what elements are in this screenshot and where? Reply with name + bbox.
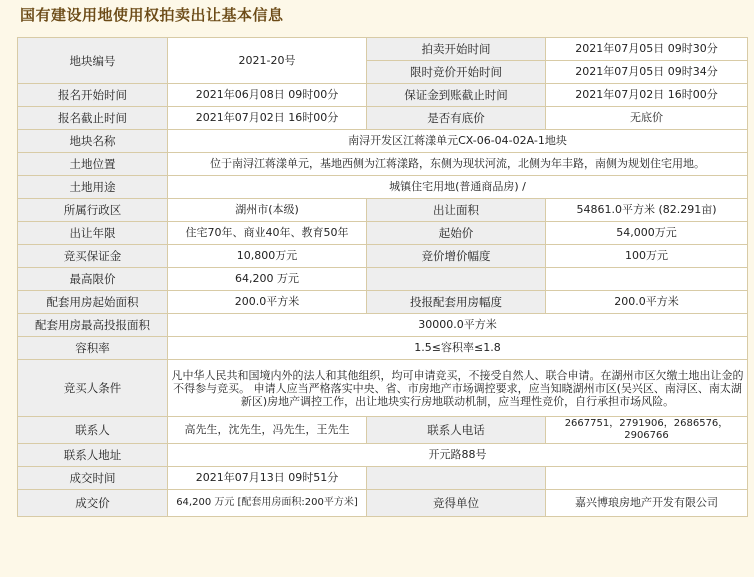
registration-end-value: 2021年07月02日 16时00分 [168,107,367,130]
table-row [18,176,748,199]
parcel-name-label: 地块名称 [18,130,168,153]
deal-time-label: 成交时间 [18,467,168,490]
support-housing-max-value: 30000.0平方米 [168,314,748,337]
term-label: 出让年限 [18,222,168,245]
table-row [18,314,748,337]
plot-ratio-label: 容积率 [18,337,168,360]
support-housing-max-label: 配套用房最高投报面积 [18,314,168,337]
plot-ratio-value: 1.5≤容积率≤1.8 [168,337,748,360]
support-housing-increment-label: 投报配套用房幅度 [367,291,546,314]
reserve-price-value: 无底价 [546,107,748,130]
area-label: 出让面积 [367,199,546,222]
contact-phone-value: 2667751，2791906，2686576，2906766 [546,417,748,444]
table-row [18,199,748,222]
deal-time-value: 2021年07月13日 09时51分 [168,467,367,490]
table-row [18,360,748,417]
parcel-name-value: 南浔开发区江蒋漾单元CX-06-04-02A-1地块 [168,130,748,153]
empty-label [367,467,546,490]
price-cap-value: 64,200 万元 [168,268,367,291]
empty-value [546,467,748,490]
bidder-conditions-label: 竞买人条件 [18,360,168,417]
support-housing-start-label: 配套用房起始面积 [18,291,168,314]
table-row [18,490,748,517]
contact-phone-label: 联系人电话 [367,417,546,444]
contact-address-label: 联系人地址 [18,444,168,467]
table-row [18,245,748,268]
parcel-number-label: 地块编号 [18,38,168,84]
table-row [18,337,748,360]
auction-start-value: 2021年07月05日 09时30分 [546,38,748,61]
bid-deposit-value: 10,800万元 [168,245,367,268]
term-value: 住宅70年、商业40年、教育50年 [168,222,367,245]
table-row [18,38,748,61]
empty-label [367,268,546,291]
deal-price-label: 成交价 [18,490,168,517]
table-row [18,417,748,444]
district-value: 湖州市(本级) [168,199,367,222]
winning-bidder-value: 嘉兴博琅房地产开发有限公司 [546,490,748,517]
support-housing-increment-value: 200.0平方米 [546,291,748,314]
deposit-deadline-label: 保证金到账截止时间 [367,84,546,107]
contact-value: 高先生，沈先生，冯先生，王先生 [168,417,367,444]
table-row [18,268,748,291]
table-row [18,291,748,314]
table-row [18,107,748,130]
table-row [18,84,748,107]
registration-start-label: 报名开始时间 [18,84,168,107]
starting-price-value: 54,000万元 [546,222,748,245]
timed-bid-start-label: 限时竞价开始时间 [367,61,546,84]
support-housing-start-value: 200.0平方米 [168,291,367,314]
land-use-value: 城镇住宅用地(普通商品房) / [168,176,748,199]
timed-bid-start-value: 2021年07月05日 09时34分 [546,61,748,84]
bid-increment-label: 竞价增价幅度 [367,245,546,268]
area-value: 54861.0平方米 (82.291亩) [546,199,748,222]
contact-label: 联系人 [18,417,168,444]
page-title: 国有建设用地使用权拍卖出让基本信息 [20,6,284,24]
table-row [18,153,748,176]
bid-increment-value: 100万元 [546,245,748,268]
table-row [18,467,748,490]
winning-bidder-label: 竞得单位 [367,490,546,517]
table-row [18,130,748,153]
reserve-price-label: 是否有底价 [367,107,546,130]
bidder-conditions-value: 凡中华人民共和国境内外的法人和其他组织，均可申请竞买，不接受自然人、联合申请。在湖州市区欠缴土地出让金的不得参与竞买。 申请人应当严格落实中央、省、市房地产市场调控要求，应当知晓湖州市区(吴兴区、南浔区、南太湖新区)房地产调控工作，出让地块实行房地联动机制，应当理性竞价，自行承担市场风险。 [168,360,748,417]
bid-deposit-label: 竞买保证金 [18,245,168,268]
district-label: 所属行政区 [18,199,168,222]
deal-price-value: 64,200 万元 [配套用房面积:200平方米] [168,490,367,517]
parcel-number-value: 2021-20号 [168,38,367,84]
deposit-deadline-value: 2021年07月02日 16时00分 [546,84,748,107]
empty-value [546,268,748,291]
land-location-value: 位于南浔江蒋漾单元，基地西侧为江蒋漾路，东侧为现状河流，北侧为年丰路，南侧为规划住宅用地。 [168,153,748,176]
contact-address-value: 开元路88号 [168,444,748,467]
price-cap-label: 最高限价 [18,268,168,291]
land-location-label: 土地位置 [18,153,168,176]
auction-start-label: 拍卖开始时间 [367,38,546,61]
registration-end-label: 报名截止时间 [18,107,168,130]
registration-start-value: 2021年06月08日 09时00分 [168,84,367,107]
land-info-table [17,37,748,517]
land-use-label: 土地用途 [18,176,168,199]
table-row [18,222,748,245]
starting-price-label: 起始价 [367,222,546,245]
table-row [18,444,748,467]
